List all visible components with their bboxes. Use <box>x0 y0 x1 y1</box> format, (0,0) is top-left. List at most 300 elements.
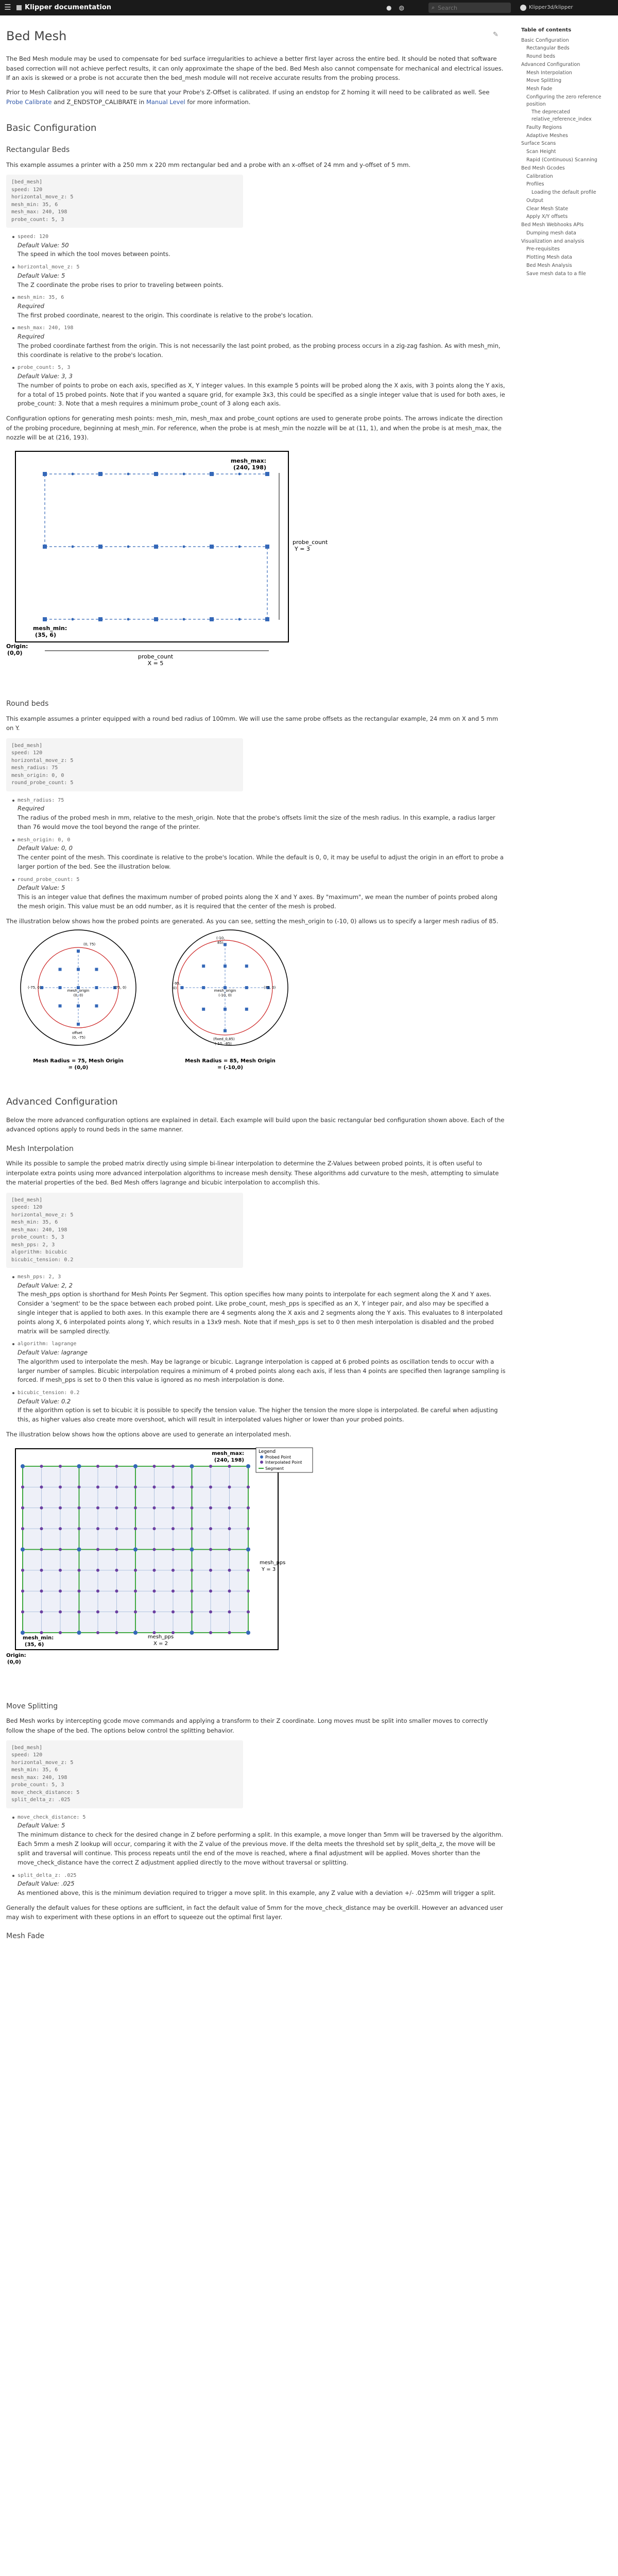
intro-paragraph <box>6 54 506 82</box>
probe-point <box>98 545 102 549</box>
interp-options-list <box>12 1273 506 1425</box>
option-description: The mesh_pps option is shorthand for Mesh Points Per Segment. This option specifies how many points to interpolate for each segment along the X and Y axes. Consider a 'segment' to be the space between each probed point. Like probe_count, mesh_pps is specified as an X, Y integer pair, and also may be specified a single integer that is applied to both axes. In this example there are 4 segments along the X axis and 2 segments along the Y axis. This evaluates to 8 interpolated points along X, 6 interpolated points along Y, which results in a 13x9 mesh. Note that if mesh_pps is set to 0 then mesh interpolation is disabled and the probed matrix will be sampled directly. <box>18 1291 503 1335</box>
interpolated-point <box>209 1589 212 1592</box>
path-arrow <box>72 618 74 621</box>
interpolated-point <box>209 1568 212 1571</box>
option-key: split_delta_z: .025 <box>18 1872 77 1878</box>
option-key: bicubic_tension: 0.2 <box>18 1390 80 1396</box>
interpolated-point <box>115 1610 118 1613</box>
toc-link[interactable]: Apply X/Y offsets <box>526 214 568 220</box>
interpolated-point <box>96 1527 99 1530</box>
option-key: mesh_max: 240, 198 <box>18 325 74 331</box>
interpolated-point <box>209 1610 212 1613</box>
interpolated-point <box>153 1527 156 1530</box>
interp-mesh-min-val: (35, 6) <box>25 1641 44 1648</box>
mesh-interp-heading: Mesh Interpolation <box>6 1144 74 1153</box>
rect-option-item <box>12 233 506 259</box>
option-key: horizontal_move_z: 5 <box>18 264 80 270</box>
probed-point <box>133 1631 138 1635</box>
toc-link[interactable]: Rectangular Beds <box>526 45 570 52</box>
option-description: The first probed coordinate, nearest to the origin. This coordinate is relative to the probe's location. <box>18 311 313 319</box>
probed-point <box>133 1464 138 1468</box>
toc-link[interactable]: Calibration <box>526 173 553 179</box>
interp-option-item <box>12 1340 506 1385</box>
interpolated-point <box>171 1506 175 1509</box>
interpolated-point <box>21 1506 24 1509</box>
menu-icon[interactable]: ☰ <box>4 3 11 12</box>
interpolated-point <box>153 1589 156 1592</box>
interpolated-point <box>171 1485 175 1488</box>
interpolated-point <box>21 1589 24 1592</box>
option-key: mesh_pps: 2, 3 <box>18 1274 61 1280</box>
interpolated-point <box>40 1506 43 1509</box>
rect-after: Configuration options for generating mesh points: mesh_min, mesh_max and probe_count options are used to generate probe points. The arrows indicate the direction of the probing procedure, beginning at mesh_min. For reference, when the probe is at mesh_min the nozzle will be at (11, 1), and when the probe is at mesh_max, the nozzle will be at (216, 193). <box>6 415 503 441</box>
round-config-block: [bed_mesh] speed: 120 horizontal_move_z: 5 mesh_radius: 75 mesh_origin: 0, 0 round_probe_count: 5 <box>6 738 243 791</box>
site-logo[interactable] <box>16 5 22 10</box>
toc-link[interactable]: Profiles <box>526 181 544 188</box>
option-default: Default Value: 5 <box>18 1822 65 1829</box>
probe-count-y-val: Y = 3 <box>295 546 310 553</box>
interp-pps-x-val: X = 2 <box>153 1640 168 1647</box>
interpolated-point <box>59 1485 62 1488</box>
interpolated-point <box>228 1610 231 1613</box>
round-probe-point <box>77 950 80 953</box>
toc-link[interactable]: The deprecated relative_reference_index <box>531 109 592 123</box>
path-arrow <box>183 473 185 476</box>
path-arrow <box>238 473 241 476</box>
round-options-list <box>12 796 506 911</box>
interpolated-point <box>153 1485 156 1488</box>
search-box[interactable] <box>428 3 511 13</box>
option-description: If the algorithm option is set to bicubic it is possible to specify the tension value. The higher the tension the more slope is interpolated. Be careful when adjusting this, as higher values also create more overshoot, which will result in interpolated values higher or lower than your probed points. <box>18 1406 498 1423</box>
option-default: Default Value: lagrange <box>18 1348 88 1356</box>
interpolated-point <box>40 1589 43 1592</box>
toc-link[interactable]: Move Splitting <box>526 78 561 84</box>
interpolated-point <box>228 1527 231 1530</box>
interpolated-point <box>134 1589 137 1592</box>
rect-origin-val: (0,0) <box>7 650 23 657</box>
round-probe-point <box>95 986 98 989</box>
interpolated-point <box>209 1548 212 1551</box>
round-left-caption: Mesh Radius = 75, Mesh Origin <box>33 1058 124 1064</box>
toc-link[interactable]: Round beds <box>526 54 555 60</box>
round-probe-point <box>95 1004 98 1007</box>
interpolated-point <box>40 1548 43 1551</box>
interp-option-item <box>12 1389 506 1425</box>
interpolated-point <box>78 1589 81 1592</box>
rect-mesh-min-label: mesh_min: <box>33 625 67 632</box>
interp-config-block: [bed_mesh] speed: 120 horizontal_move_z: 5 mesh_min: 35, 6 mesh_max: 240, 198 probe_count: 5, 3 mesh_pps: 2, 3 algorithm: bicubic bicubic_tension: 0.2 <box>6 1193 243 1268</box>
round-right-origin: mesh_origin <box>214 989 236 993</box>
edit-page-icon[interactable]: ✎ <box>493 31 499 39</box>
toc-link[interactable]: Adaptive Meshes <box>526 132 568 139</box>
option-default: Required <box>18 805 44 812</box>
path-arrow <box>72 473 74 476</box>
move-split-heading: Move Splitting <box>6 1702 58 1710</box>
rect-beds-heading: Rectangular Beds <box>6 146 70 155</box>
interpolated-point <box>191 1506 194 1509</box>
interpolated-point <box>247 1589 250 1592</box>
interp-after: The illustration below shows how the options above are used to generate an interpolated mesh. <box>6 1431 291 1438</box>
rect-origin-label: Origin: <box>6 643 28 650</box>
interpolated-point <box>21 1568 24 1571</box>
interpolated-point <box>115 1485 118 1488</box>
round-left-caption2: = (0,0) <box>68 1065 89 1071</box>
interpolated-point <box>247 1610 250 1613</box>
interpolated-point <box>78 1610 81 1613</box>
interpolated-point <box>40 1527 43 1530</box>
round-probe-point <box>77 968 80 971</box>
probed-point <box>133 1547 138 1551</box>
option-key: mesh_radius: 75 <box>18 797 64 803</box>
round-left-origin-val: (0, 0) <box>73 993 83 998</box>
interp-pps-y-label: mesh_pps <box>260 1560 286 1566</box>
interp-pps-y-val: Y = 3 <box>262 1566 276 1572</box>
round-mesh-svg <box>6 931 315 1080</box>
interp-mesh-figure <box>6 1445 506 1692</box>
mesh-fade-heading: Mesh Fade <box>6 1932 45 1941</box>
toc-link[interactable]: Visualization and analysis <box>521 238 585 244</box>
round-left-origin: mesh_origin <box>67 989 90 993</box>
interp-origin-label: Origin: <box>6 1652 26 1658</box>
interpolated-point <box>78 1527 81 1530</box>
interpolated-point <box>59 1506 62 1509</box>
interpolated-point <box>115 1589 118 1592</box>
toc-title: Table of contents <box>521 27 572 33</box>
interpolated-point <box>40 1465 43 1468</box>
advanced-intro: Below the more advanced configuration options are explained in detail. Each example will build upon the basic rectangular bed configuration shown above. Each of the advanced options apply to round beds in the same manner. <box>6 1116 505 1133</box>
probed-point <box>21 1464 25 1468</box>
interpolated-point <box>59 1568 62 1571</box>
interpolated-point <box>134 1568 137 1571</box>
round-right-left-label2: 0) <box>173 986 177 991</box>
interpolated-point <box>96 1548 99 1551</box>
option-description: The minimum distance to check for the desired change in Z before performing a split. In this example, a move longer than 5mm will be traversed by the algorithm. Each 5mm a mesh Z lookup will occur, comparing it with the Z value of the previous move. If the delta meets the threshold set by split_delta_z, the move will be split and traversal will continue. This process repeats until the end of the move is reached, where a final adjustment will be applied. Moves shorter than the move_check_distance have the correct Z adjustment applied directly to the move without traversal or splitting. <box>18 1831 503 1866</box>
interpolated-point <box>115 1527 118 1530</box>
round-intro: This example assumes a printer equipped with a round bed radius of 100mm. We will use the same probe offsets as the rectangular example, 24 mm on X and 5 mm on Y. <box>6 715 499 732</box>
interpolated-point <box>21 1485 24 1488</box>
round-probe-point <box>224 1008 227 1011</box>
split-option-item <box>12 1872 506 1898</box>
interpolated-point <box>40 1631 43 1634</box>
interpolated-point <box>21 1527 24 1530</box>
option-key: algorithm: lagrange <box>18 1341 77 1347</box>
interpolated-point <box>228 1465 231 1468</box>
toc-link[interactable]: Advanced Configuration <box>521 61 580 67</box>
toc-link[interactable]: Bed Mesh Webhooks APIs <box>521 222 584 228</box>
toc-items <box>521 37 614 278</box>
interpolated-point <box>191 1610 194 1613</box>
toc-link[interactable]: Loading the default profile <box>531 190 596 196</box>
probe-point <box>265 545 269 549</box>
round-left-right-label: (75, 0) <box>114 986 127 990</box>
interpolated-point <box>40 1610 43 1613</box>
toc-link[interactable]: Configuring the zero reference position <box>526 94 602 107</box>
rect-mesh-max-val: (240, 198) <box>233 464 266 471</box>
probed-point <box>246 1547 250 1551</box>
interpolated-point <box>247 1506 250 1509</box>
interpolated-point <box>171 1527 175 1530</box>
option-default: Required <box>18 332 44 340</box>
interp-mesh-min-label: mesh_min: <box>23 1635 54 1641</box>
toc-link[interactable]: Scan Height <box>526 149 556 155</box>
rect-intro: This example assumes a printer with a 250 mm x 220 mm rectangular bed and a probe with an x-offset of 24 mm and y-offset of 5 mm. <box>6 161 411 168</box>
probe-point <box>98 472 102 476</box>
basic-config-heading: Basic Configuration <box>6 123 97 134</box>
search-input[interactable] <box>438 5 505 11</box>
round-right-caption: Mesh Radius = 85, Mesh Origin <box>185 1058 276 1064</box>
probe-point <box>210 545 214 549</box>
manual-level-link[interactable]: Manual Level <box>146 98 185 106</box>
path-arrow <box>127 546 130 548</box>
rect-option-item <box>12 364 506 409</box>
toc-link[interactable]: Basic Configuration <box>521 37 569 43</box>
interpolated-point <box>115 1506 118 1509</box>
probed-point <box>190 1631 194 1635</box>
toc-link[interactable]: Mesh Interpolation <box>526 70 572 76</box>
option-default: Default Value: 3, 3 <box>18 372 73 380</box>
interpolated-point <box>96 1465 99 1468</box>
table-of-contents <box>521 27 614 278</box>
round-right-bottom-label2: (-10, -85) <box>215 1042 232 1046</box>
round-option-item <box>12 836 506 872</box>
round-probe-point <box>59 986 62 989</box>
split-after: Generally the default values for these options are sufficient, in fact the default value of 5mm for the move_check_distance may be overkill. However an advanced user may wish to experiment with these options in an effort to squeeze out the optimal first layer. <box>6 1904 503 1921</box>
round-right-top-label: (-10, <box>216 936 225 941</box>
legend-interp-label: Interpolated Point <box>265 1460 302 1465</box>
interp-legend-title: Legend <box>259 1449 276 1454</box>
site-title[interactable]: Klipper documentation <box>25 3 112 11</box>
probe-point <box>210 617 214 621</box>
rect-mesh-max-label: mesh_max: <box>230 457 266 465</box>
interpolated-point <box>209 1527 212 1530</box>
round-probe-point <box>202 1008 205 1011</box>
interpolated-point <box>209 1465 212 1468</box>
interpolated-point <box>96 1610 99 1613</box>
repo-label[interactable]: Klipper3d/klipper <box>529 5 573 11</box>
toc-link[interactable]: Plotting Mesh data <box>526 255 572 261</box>
probed-point <box>190 1547 194 1551</box>
interp-grid <box>21 1464 250 1635</box>
split-config-block: [bed_mesh] speed: 120 horizontal_move_z: 5 mesh_min: 35, 6 mesh_max: 240, 198 probe_count: 5, 3 move_check_distance: 5 split_delta_z: .025 <box>6 1740 243 1808</box>
interpolated-point <box>171 1589 175 1592</box>
interpolated-point <box>115 1465 118 1468</box>
interpolated-point <box>40 1485 43 1488</box>
interpolated-point <box>134 1527 137 1530</box>
interpolated-point <box>191 1589 194 1592</box>
interpolated-point <box>228 1485 231 1488</box>
probed-point <box>246 1464 250 1468</box>
language-icon[interactable]: ◍ <box>399 4 404 11</box>
round-left-top-label: (0, 75) <box>83 942 96 947</box>
path-arrow <box>238 618 241 621</box>
interpolated-point <box>134 1506 137 1509</box>
interpolated-point <box>115 1548 118 1551</box>
probed-point <box>77 1464 81 1468</box>
option-default: Default Value: 50 <box>18 241 69 249</box>
option-description: The speed in which the tool moves between points. <box>18 250 170 258</box>
interp-pps-x-label: mesh_pps <box>147 1634 174 1640</box>
path-arrow <box>183 618 185 621</box>
rect-mesh-min-val: (35, 6) <box>35 632 57 639</box>
option-description: As mentioned above, this is the minimum deviation required to trigger a move split. In this example, any Z value with a deviation +/- .025mm will trigger a split. <box>18 1889 496 1896</box>
palette-icon[interactable]: ● <box>386 4 392 11</box>
probe-point <box>154 545 158 549</box>
search-icon: ⌕ <box>432 4 435 11</box>
toc-link[interactable]: Surface Scans <box>521 141 556 147</box>
interpolated-point <box>134 1610 137 1613</box>
round-probe-point <box>77 1023 80 1026</box>
round-probe-point <box>180 986 183 989</box>
toc-link[interactable]: Rapid (Continuous) Scanning <box>526 157 597 163</box>
option-key: move_check_distance: 5 <box>18 1814 86 1820</box>
path-arrow <box>127 618 130 621</box>
toc-link[interactable]: Output <box>526 197 543 204</box>
interpolated-point <box>96 1506 99 1509</box>
split-options-list <box>12 1814 506 1898</box>
interpolated-point <box>191 1568 194 1571</box>
interpolated-point <box>115 1568 118 1571</box>
round-option-item <box>12 876 506 911</box>
probed-point <box>190 1464 194 1468</box>
round-right-top-label2: 85) <box>217 941 224 945</box>
interpolated-point <box>153 1568 156 1571</box>
option-key: mesh_min: 35, 6 <box>18 295 64 301</box>
legend-probed-dot <box>260 1455 263 1459</box>
probe-count-y-label: probe_count <box>293 539 328 546</box>
toc-link[interactable]: Bed Mesh Gcodes <box>521 165 565 171</box>
rect-option-item <box>12 324 506 360</box>
intro2-text-a: Prior to Mesh Calibration you will need to be sure that your Probe's Z-Offset is calibrated. If using an endstop for Z homing it will need to be calibrated as well. See <box>6 89 490 96</box>
interpolated-point <box>134 1485 137 1488</box>
interpolated-point <box>78 1506 81 1509</box>
interpolated-point <box>191 1485 194 1488</box>
interpolated-point <box>78 1568 81 1571</box>
intro2-text-c: for more information. <box>187 98 251 106</box>
round-probe-point <box>77 1004 80 1007</box>
interpolated-point <box>59 1527 62 1530</box>
round-right-caption2: = (-10,0) <box>217 1065 243 1071</box>
probe-calibrate-link[interactable]: Probe Calibrate <box>6 98 52 106</box>
toc-link[interactable]: Pre-requisites <box>526 246 560 252</box>
interpolated-point <box>228 1589 231 1592</box>
round-probe-point <box>202 964 205 968</box>
toc-link[interactable]: Save mesh data to a file <box>526 270 586 277</box>
round-right-origin-val: (-10, 0) <box>218 993 232 998</box>
interpolated-point <box>228 1631 231 1634</box>
option-description: The probed coordinate farthest from the origin. This is not necessarily the last point probed, as the probing process occurs in a zig-zag fashion. As with mesh_min, this coordinate is relative to the probe's location. <box>18 342 501 359</box>
interpolated-point <box>59 1548 62 1551</box>
round-probe-point <box>245 964 248 968</box>
option-key: probe_count: 5, 3 <box>18 365 71 371</box>
probe-point <box>98 617 102 621</box>
split-option-item <box>12 1814 506 1868</box>
toc-link[interactable]: Clear Mesh State <box>526 206 569 212</box>
interpolated-point <box>209 1485 212 1488</box>
interpolated-point <box>247 1568 250 1571</box>
interpolated-point <box>40 1568 43 1571</box>
interpolated-point <box>153 1548 156 1551</box>
probed-point <box>246 1631 250 1635</box>
split-intro: Bed Mesh works by intercepting gcode move commands and applying a transform to their Z coordinate. Long moves must be split into smaller moves to correctly follow the shape of the bed. The options below control the splitting behavior. <box>6 1717 488 1734</box>
legend-segment-label: Segment <box>265 1466 284 1471</box>
probe-count-x-val: X = 5 <box>147 660 164 667</box>
round-mesh-figure <box>6 931 506 1080</box>
advanced-config-heading: Advanced Configuration <box>6 1096 118 1108</box>
header-icons <box>386 0 404 15</box>
rect-option-item <box>12 294 506 320</box>
probe-point <box>154 617 158 621</box>
path-arrow <box>183 546 185 548</box>
rect-option-item <box>12 263 506 290</box>
option-description: The algorithm used to interpolate the mesh. May be lagrange or bicubic. Lagrange interpolation is capped at 6 probed points as oscillation tends to occur with a larger number of samples. Bicubic interpolation requires a minimum of 4 probed points along each axis, if less than 4 points are specified then lagrange sampling is forced. If mesh_pps is set to 0 then this value is ignored as no mesh interpolation is done. <box>18 1358 506 1384</box>
option-key: round_probe_count: 5 <box>18 876 80 883</box>
toc-link[interactable]: Faulty Regions <box>526 124 562 130</box>
path-arrow <box>72 546 74 548</box>
interpolated-point <box>247 1485 250 1488</box>
rect-mesh-figure <box>6 447 506 689</box>
probed-point <box>21 1547 25 1551</box>
interpolated-point <box>171 1568 175 1571</box>
probe-point <box>43 617 47 621</box>
rect-options-list <box>12 233 506 409</box>
option-default: Default Value: 0, 0 <box>18 844 73 852</box>
probe-point <box>43 545 47 549</box>
interpolated-point <box>228 1506 231 1509</box>
round-probe-point <box>245 986 248 989</box>
option-default: Default Value: .025 <box>18 1880 75 1888</box>
option-key: mesh_origin: 0, 0 <box>18 837 71 843</box>
interpolated-point <box>59 1610 62 1613</box>
interpolated-point <box>59 1589 62 1592</box>
main-content <box>6 15 506 1946</box>
round-left-left-label: (-75, 0) <box>28 986 41 990</box>
round-probe-point <box>202 986 205 989</box>
path-arrow <box>238 546 241 548</box>
legend-probed-label: Probed Point <box>265 1454 291 1460</box>
option-default: Default Value: 2, 2 <box>18 1281 73 1289</box>
interpolated-point <box>153 1506 156 1509</box>
toc-link[interactable]: Mesh Fade <box>526 86 553 92</box>
interp-intro: While its possible to sample the probed matrix directly using simple bi-linear interpolation to determine the Z-Values between probed points, it is often useful to interpolate extra points using more advanced interpolation algorithms to increase mesh density. These algorithms add curvature to the mesh, attempting to simulate the material properties of the bed. Bed Mesh offers lagrange and bicubic interpolation to accomplish this. <box>6 1160 499 1187</box>
probe-point <box>154 472 158 476</box>
round-probe-point <box>224 964 227 968</box>
option-description: The radius of the probed mesh in mm, relative to the mesh_origin. Note that the probe's offsets limit the size of the mesh radius. In this example, a radius larger than 76 would move the tool beyond the range of the printer. <box>18 814 495 831</box>
github-icon <box>520 5 526 11</box>
toc-link[interactable]: Dumping mesh data <box>526 230 576 236</box>
interpolated-point <box>209 1631 212 1634</box>
round-probe-point <box>59 968 62 971</box>
round-right-left-label: (-95, <box>172 981 181 986</box>
interpolated-point <box>191 1527 194 1530</box>
interpolated-point <box>59 1465 62 1468</box>
round-left-bottom-label: (0, -75) <box>72 1036 85 1040</box>
interpolated-point <box>96 1568 99 1571</box>
round-option-item <box>12 796 506 832</box>
rect-config-block: [bed_mesh] speed: 120 horizontal_move_z: 5 mesh_min: 35, 6 mesh_max: 240, 198 probe_count: 5, 3 <box>6 175 243 228</box>
probed-point <box>21 1631 25 1635</box>
interpolated-point <box>153 1610 156 1613</box>
probe-point <box>265 617 269 621</box>
legend-interp-dot <box>260 1461 263 1464</box>
probe-point <box>265 472 269 476</box>
option-default: Required <box>18 302 44 310</box>
interpolated-point <box>171 1610 175 1613</box>
toc-link[interactable]: Bed Mesh Analysis <box>526 262 572 268</box>
option-description: This is an integer value that defines the maximum number of probed points along the X and Y axes. By "maximum", we mean the number of points probed along the mesh origin. This value must be an odd number, as it is required that the center of the mesh is probed. <box>18 893 497 910</box>
rect-probe-grid <box>43 472 269 621</box>
repo-link[interactable] <box>520 0 573 15</box>
